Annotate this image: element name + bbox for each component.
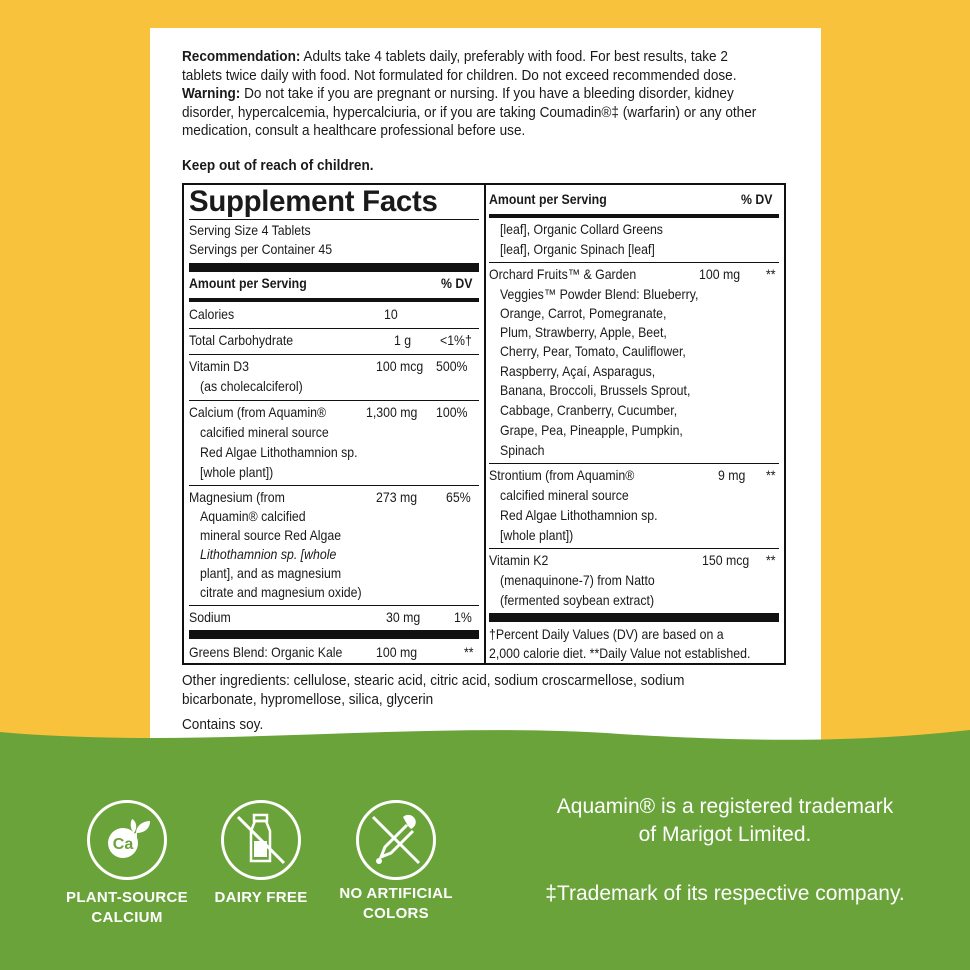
row-carb-name: Total Carbohydrate bbox=[189, 332, 294, 348]
row-k2-name: Vitamin K2 bbox=[489, 552, 549, 568]
row-sodium-amount: 30 mg bbox=[386, 609, 421, 625]
aquamin-trademark: Aquamin® is a registered trademark of Marigot Limited. bbox=[556, 795, 894, 846]
row-calories-name: Calories bbox=[189, 306, 235, 322]
row-orchard-dv: ** bbox=[766, 266, 776, 282]
row-calcium-dv: 100% bbox=[436, 404, 468, 420]
row-magnesium-amount: 273 mg bbox=[376, 489, 418, 505]
row-greens-amount: 100 mg bbox=[376, 644, 418, 660]
no-dropper-icon bbox=[356, 800, 436, 880]
row-strontium-name: Strontium (from Aquamin® bbox=[489, 467, 635, 483]
facts-title: Supplement Facts bbox=[189, 185, 438, 218]
row-magnesium-dv: 65% bbox=[446, 489, 471, 505]
amount-header-right: Amount per Serving bbox=[489, 191, 607, 207]
dv-header-right: % DV bbox=[741, 191, 773, 207]
serving-size: Serving Size 4 Tablets bbox=[189, 222, 311, 238]
supplement-facts-table bbox=[182, 183, 786, 665]
footnote-line1: †Percent Daily Values (DV) are based on a bbox=[489, 626, 724, 642]
row-calcium-name: Calcium (from Aquamin® bbox=[189, 404, 327, 420]
recommendation-text: Recommendation: Adults take 4 tablets daily, preferably with food. For best results, take 2 tablets twice daily with food. Not formulated for children. Do not exceed recommended dose. Warning: Do not take if you are pregnant or nursing. If you have a bleeding disorder, kidney disorder, hypercalcemia, hypercalciuria, or if you are taking Coumadin®‡ (warfarin) or any other medication, consult a healthcare professional before use. bbox=[182, 49, 757, 139]
row-greens-dv: ** bbox=[464, 644, 474, 660]
calcium-leaf-icon bbox=[87, 800, 167, 880]
row-strontium-amount: 9 mg bbox=[718, 467, 746, 483]
badge-colors-label: NO ARTIFICIAL COLORS bbox=[339, 885, 453, 922]
row-k2-dv: ** bbox=[766, 552, 776, 568]
badge-dairy-label: DAIRY FREE bbox=[214, 889, 308, 906]
row-d3-amount: 100 mcg bbox=[376, 358, 424, 374]
facts-right-column: Amount per Serving % DV [leaf], Organic Collard Greens [leaf], Organic Spinach [leaf] Orchard Fruits™ & Garden Veggies™ Powder Blend: Blueberry, Orange, Carrot, Pomegranate, Plum, Strawberry, Apple, Beet, Cherry, Pear, Tomato, Cauliflower, Raspberry, Açaí, Asparagus, Banana, Broccoli, Brussels Sprout, Cabbage, Cranberry, Cucumber, Grape, Pea, Pineapple, Pumpkin, Spinach 100 mg ** Strontium (from Aquamin® calcified mineral source Red Algae Lithothamnion sp. [whole plant]) 9 mg ** Vitamin K2 (menaquinone-7) from Natto (fermented soybean extract) 150 mcg ** †Percent Daily Values (DV) are based on a 2,000 calorie diet. **Daily Value not established. bbox=[484, 185, 784, 663]
footnote-line2: 2,000 calorie diet. **Daily Value not established. bbox=[489, 645, 751, 661]
dv-header: % DV bbox=[441, 275, 473, 291]
respective-trademark: ‡Trademark of its respective company. bbox=[545, 882, 905, 905]
facts-left-column: Supplement Facts Serving Size 4 Tablets Servings per Container 45 Amount per Serving % DV Calories 10 Total Carbohydrate 1 g <1%† Vitamin D3 (as cholecalciferol) 100 mcg 500% Calcium (from Aquamin® calcified mineral source Red Algae Lithothamnion sp. [whole plant]) 1,300 mg 100% Magnesium (from Aquamin® calcified mineral source Red Algae Lithothamnion sp. [whole plant], and as magnesium citrate and magnesium oxide) 273 mg 65% Sodium 30 mg 1% Greens Blend: Organic Kale 100 mg ** bbox=[184, 185, 486, 663]
row-strontium-dv: ** bbox=[766, 467, 776, 483]
badge-calcium-label: PLANT-SOURCE CALCIUM bbox=[66, 889, 188, 926]
row-calcium-amount: 1,300 mg bbox=[366, 404, 418, 420]
svg-text:Ca: Ca bbox=[112, 836, 134, 853]
row-d3-dv: 500% bbox=[436, 358, 468, 374]
row-carb-dv: <1%† bbox=[440, 332, 472, 348]
row-sodium-dv: 1% bbox=[454, 609, 472, 625]
row-carb-amount: 1 g bbox=[394, 332, 412, 348]
row-sodium-name: Sodium bbox=[189, 609, 231, 625]
row-k2-amount: 150 mcg bbox=[702, 552, 750, 568]
row-orchard-amount: 100 mg bbox=[699, 266, 741, 282]
row-orchard-name: Orchard Fruits™ & Garden bbox=[489, 266, 637, 282]
row-d3-name: Vitamin D3 bbox=[189, 358, 250, 374]
servings-per-container: Servings per Container 45 bbox=[189, 241, 333, 257]
row-greens-name: Greens Blend: Organic Kale bbox=[189, 644, 343, 660]
other-ingredients: Other ingredients: cellulose, stearic acid, citric acid, sodium croscarmellose, sodium bicarbonate, hypromellose, silica, glycerin bbox=[182, 673, 685, 708]
row-calories-amount: 10 bbox=[384, 306, 398, 322]
contains-soy: Contains soy. bbox=[182, 717, 264, 733]
no-milk-bottle-icon bbox=[221, 800, 301, 880]
row-magnesium-name: Magnesium (from bbox=[189, 489, 285, 505]
keep-out-warning: Keep out of reach of children. bbox=[182, 158, 374, 174]
amount-header: Amount per Serving bbox=[189, 275, 307, 291]
